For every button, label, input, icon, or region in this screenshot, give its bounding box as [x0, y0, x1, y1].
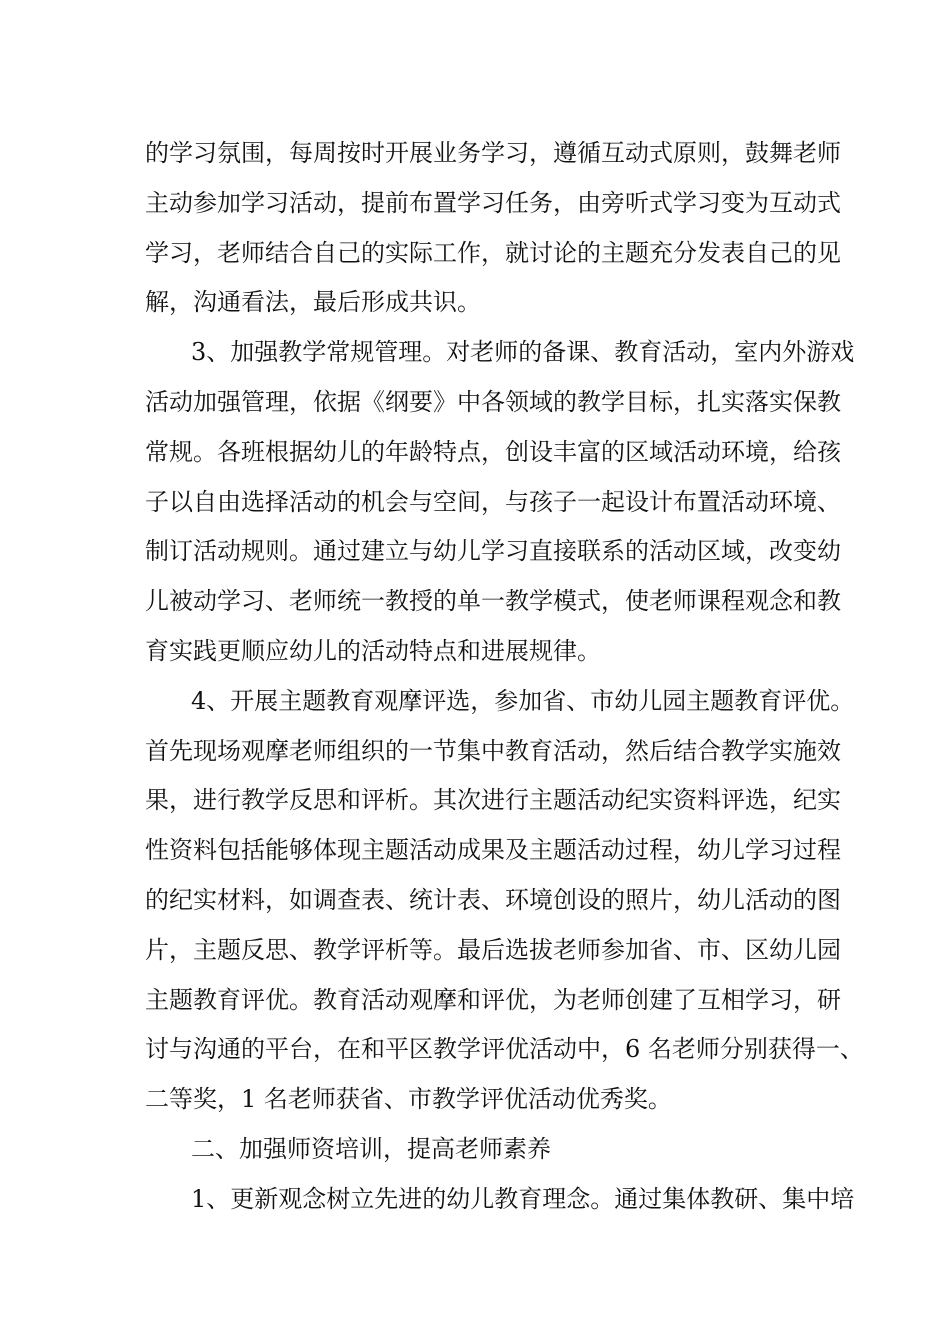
text-line-13: 首先现场观摩老师组织的一节集中教育活动，然后结合教学实施效: [145, 736, 841, 765]
paragraph-3-start: 3、加强教学常规管理。对老师的备课、教育活动，室内外游戏: [191, 338, 855, 367]
text-line-10: 儿被动学习、老师统一教授的单一教学模式，使老师课程观念和教: [145, 587, 841, 616]
text-line-15: 性资料包括能够体现主题活动成果及主题活动过程，幼儿学习过程: [145, 836, 841, 865]
text-line-7: 常规。各班根据幼儿的年龄特点，创设丰富的区域活动环境，给孩: [145, 437, 841, 466]
paragraph-4-start: 4、开展主题教育观摩评选，参加省、市幼儿园主题教育评优。: [191, 686, 855, 715]
text-line-16: 的纪实材料，如调查表、统计表、环境创设的照片，幼儿活动的图: [145, 885, 841, 914]
text-line-18: 主题教育评优。教育活动观摩和评优，为老师创建了互相学习，研: [145, 985, 841, 1014]
paragraph-1-start: 1、更新观念树立先进的幼儿教育理念。通过集体教研、集中培: [191, 1184, 855, 1213]
text-line-2: 主动参加学习活动，提前布置学习任务，由旁听式学习变为互动式: [145, 188, 841, 217]
text-line-20: 二等奖，1 名老师获省、市教学评优活动优秀奖。: [145, 1085, 672, 1114]
text-line-14: 果，进行教学反思和评析。其次进行主题活动纪实资料评选，纪实: [145, 786, 841, 815]
body-text: [145, 129, 864, 1225]
text-line-17: 片，主题反思、教学评析等。最后选拔老师参加省、市、区幼儿园: [145, 935, 841, 964]
text-line-1: 的学习氛围，每周按时开展业务学习，遵循互动式原则，鼓舞老师: [145, 139, 841, 167]
text-line-19: 讨与沟通的平台，在和平区教学评优活动中，6 名老师分别获得一、: [145, 1035, 864, 1064]
section-heading-2: 二、加强师资培训，提高老师素养: [191, 1134, 551, 1163]
text-line-3: 学习，老师结合自己的实际工作，就讨论的主题充分发表自己的见: [145, 238, 841, 267]
text-line-4: 解，沟通看法，最后形成共识。: [145, 288, 481, 317]
text-line-6: 活动加强管理，依据《纲要》中各领域的教学目标，扎实落实保教: [145, 387, 841, 416]
text-line-11: 育实践更顺应幼儿的活动特点和进展规律。: [145, 636, 601, 665]
text-line-8: 子以自由选择活动的机会与空间，与孩子一起设计布置活动环境、: [145, 487, 841, 516]
text-line-9: 制订活动规则。通过建立与幼儿学习直接联系的活动区域，改变幼: [145, 537, 841, 566]
